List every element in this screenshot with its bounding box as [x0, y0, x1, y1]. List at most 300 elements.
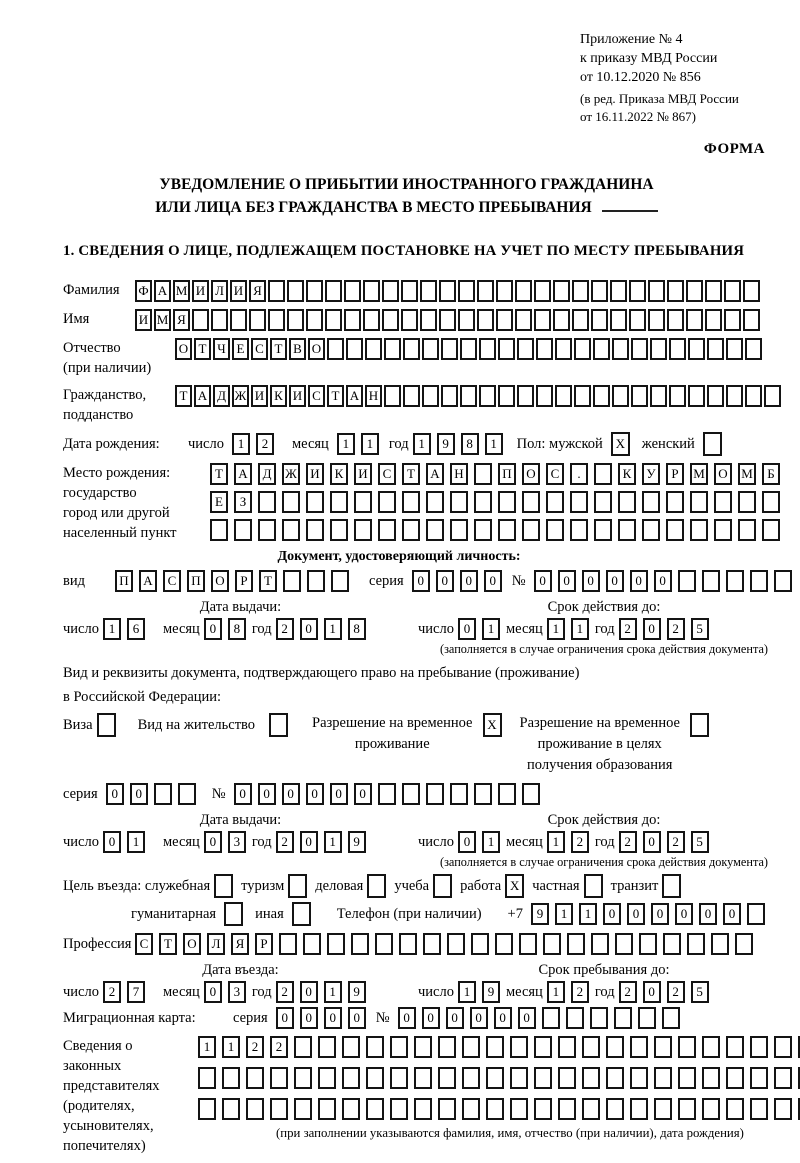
char-box-filled[interactable]: 0 — [558, 570, 576, 592]
char-box-filled[interactable]: Р — [235, 570, 253, 592]
char-box-filled[interactable]: К — [330, 463, 348, 485]
char-box-empty[interactable] — [774, 1098, 792, 1120]
char-box-empty[interactable] — [423, 933, 441, 955]
char-box-filled[interactable]: Т — [175, 385, 192, 407]
char-box-empty[interactable] — [384, 385, 401, 407]
char-box-empty[interactable] — [702, 1098, 720, 1120]
char-box-empty[interactable] — [378, 491, 396, 513]
char-box-filled[interactable]: О — [175, 338, 192, 360]
citizenship-input[interactable] — [175, 385, 783, 407]
surname-input[interactable] — [135, 280, 762, 302]
char-box-empty[interactable] — [401, 280, 418, 302]
char-box-empty[interactable] — [462, 1036, 480, 1058]
char-box-empty[interactable] — [438, 1036, 456, 1058]
char-box-empty[interactable] — [366, 1036, 384, 1058]
char-box-empty[interactable] — [342, 1067, 360, 1089]
char-box-empty[interactable] — [382, 280, 399, 302]
char-box-filled[interactable]: И — [192, 280, 209, 302]
char-box-filled[interactable]: С — [378, 463, 396, 485]
char-box-filled[interactable]: А — [426, 463, 444, 485]
char-box-empty[interactable] — [330, 519, 348, 541]
char-box-filled[interactable]: Н — [450, 463, 468, 485]
char-box-filled[interactable]: 0 — [643, 831, 661, 853]
char-box-empty[interactable] — [306, 309, 323, 331]
char-box-filled[interactable]: Л — [207, 933, 225, 955]
char-box-filled[interactable]: О — [211, 570, 229, 592]
char-box-empty[interactable] — [774, 570, 792, 592]
char-box-empty[interactable] — [258, 519, 276, 541]
char-box-empty[interactable] — [97, 713, 116, 737]
char-box-filled[interactable]: 0 — [606, 570, 624, 592]
identity-issue-year[interactable] — [276, 618, 372, 640]
char-box-empty[interactable] — [638, 1007, 656, 1029]
char-box-filled[interactable]: Я — [173, 309, 190, 331]
char-box-empty[interactable] — [774, 1036, 792, 1058]
char-box-filled[interactable]: 0 — [324, 1007, 342, 1029]
char-box-filled[interactable]: 1 — [324, 831, 342, 853]
char-box-filled[interactable]: 0 — [106, 783, 124, 805]
char-box-empty[interactable] — [688, 385, 705, 407]
char-box-empty[interactable] — [486, 1036, 504, 1058]
char-box-empty[interactable] — [401, 309, 418, 331]
char-box-empty[interactable] — [553, 309, 570, 331]
char-box-empty[interactable] — [534, 1067, 552, 1089]
char-box-filled[interactable]: 1 — [547, 831, 565, 853]
char-box-empty[interactable] — [726, 338, 743, 360]
char-box-empty[interactable] — [460, 338, 477, 360]
char-box-empty[interactable] — [306, 519, 324, 541]
char-box-filled[interactable]: К — [618, 463, 636, 485]
char-box-empty[interactable] — [574, 338, 591, 360]
char-box-empty[interactable] — [650, 338, 667, 360]
char-box-empty[interactable] — [582, 1036, 600, 1058]
char-box-empty[interactable] — [342, 1036, 360, 1058]
phone-input[interactable] — [531, 903, 771, 925]
char-box-filled[interactable]: 1 — [485, 433, 503, 455]
char-box-empty[interactable] — [686, 280, 703, 302]
char-box-filled[interactable]: 2 — [276, 831, 294, 853]
representatives-row3[interactable] — [198, 1098, 800, 1120]
char-box-filled[interactable]: 0 — [354, 783, 372, 805]
char-box-empty[interactable] — [294, 1036, 312, 1058]
char-box-filled[interactable]: П — [115, 570, 133, 592]
char-box-filled[interactable]: 0 — [258, 783, 276, 805]
char-box-empty[interactable] — [399, 933, 417, 955]
char-box-filled[interactable]: С — [135, 933, 153, 955]
char-box-empty[interactable] — [726, 570, 744, 592]
char-box-empty[interactable] — [724, 309, 741, 331]
char-box-empty[interactable] — [214, 874, 233, 898]
char-box-filled[interactable]: Л — [211, 280, 228, 302]
char-box-empty[interactable] — [258, 491, 276, 513]
char-box-filled[interactable]: 3 — [228, 981, 246, 1003]
char-box-empty[interactable] — [422, 385, 439, 407]
char-box-empty[interactable] — [750, 1036, 768, 1058]
representatives-row1[interactable] — [198, 1036, 800, 1058]
char-box-filled[interactable]: 0 — [234, 783, 252, 805]
char-box-empty[interactable] — [707, 338, 724, 360]
char-box-filled[interactable]: З — [234, 491, 252, 513]
char-box-filled[interactable]: 0 — [643, 618, 661, 640]
char-box-filled[interactable]: 1 — [232, 433, 250, 455]
char-box-empty[interactable] — [422, 338, 439, 360]
char-box-empty[interactable] — [724, 280, 741, 302]
char-box-empty[interactable] — [762, 491, 780, 513]
char-box-filled[interactable]: 0 — [630, 570, 648, 592]
char-box-filled[interactable]: В — [289, 338, 306, 360]
char-box-filled[interactable]: 0 — [651, 903, 669, 925]
identity-valid-day[interactable] — [458, 618, 506, 640]
char-box-empty[interactable] — [743, 280, 760, 302]
char-box-empty[interactable] — [363, 280, 380, 302]
char-box-empty[interactable] — [246, 1067, 264, 1089]
char-box-empty[interactable] — [367, 874, 386, 898]
char-box-empty[interactable] — [307, 570, 325, 592]
char-box-empty[interactable] — [631, 385, 648, 407]
char-box-empty[interactable] — [690, 519, 708, 541]
char-box-filled[interactable]: 1 — [337, 433, 355, 455]
char-box-empty[interactable] — [630, 1098, 648, 1120]
char-box-empty[interactable] — [342, 1098, 360, 1120]
char-box-empty[interactable] — [390, 1067, 408, 1089]
char-box-filled[interactable]: 0 — [627, 903, 645, 925]
char-box-empty[interactable] — [283, 570, 301, 592]
char-box-empty[interactable] — [269, 713, 288, 737]
purpose-humanitarian-checkbox[interactable] — [224, 902, 243, 926]
char-box-empty[interactable] — [648, 309, 665, 331]
char-box-filled[interactable]: 2 — [619, 831, 637, 853]
char-box-empty[interactable] — [426, 491, 444, 513]
char-box-filled[interactable]: Д — [213, 385, 230, 407]
char-box-empty[interactable] — [654, 1036, 672, 1058]
char-box-filled[interactable]: У — [642, 463, 660, 485]
char-box-empty[interactable] — [642, 519, 660, 541]
char-box-empty[interactable] — [351, 933, 369, 955]
purpose-private-checkbox[interactable] — [584, 874, 603, 898]
char-box-empty[interactable] — [198, 1067, 216, 1089]
char-box-empty[interactable] — [534, 1036, 552, 1058]
char-box-filled[interactable]: 2 — [667, 981, 685, 1003]
char-box-empty[interactable] — [458, 309, 475, 331]
char-box-filled[interactable]: 2 — [256, 433, 274, 455]
purpose-official-checkbox[interactable] — [214, 874, 233, 898]
char-box-filled[interactable]: С — [163, 570, 181, 592]
char-box-empty[interactable] — [287, 309, 304, 331]
char-box-filled[interactable]: 8 — [228, 618, 246, 640]
char-box-empty[interactable] — [515, 280, 532, 302]
char-box-filled[interactable]: О — [183, 933, 201, 955]
char-box-empty[interactable] — [572, 280, 589, 302]
char-box-filled[interactable]: 0 — [204, 981, 222, 1003]
char-box-empty[interactable] — [477, 309, 494, 331]
char-box-empty[interactable] — [330, 491, 348, 513]
char-box-filled[interactable]: М — [738, 463, 756, 485]
char-box-empty[interactable] — [414, 1098, 432, 1120]
char-box-empty[interactable] — [618, 519, 636, 541]
char-box-empty[interactable] — [703, 432, 722, 456]
char-box-filled[interactable]: 2 — [103, 981, 121, 1003]
char-box-empty[interactable] — [726, 1036, 744, 1058]
char-box-filled[interactable]: 0 — [282, 783, 300, 805]
char-box-filled[interactable]: 2 — [276, 981, 294, 1003]
char-box-empty[interactable] — [303, 933, 321, 955]
char-box-filled[interactable]: Ф — [135, 280, 152, 302]
char-box-filled[interactable]: Ж — [282, 463, 300, 485]
char-box-empty[interactable] — [553, 280, 570, 302]
profession-input[interactable] — [135, 933, 759, 955]
char-box-filled[interactable]: 1 — [198, 1036, 216, 1058]
char-box-empty[interactable] — [384, 338, 401, 360]
char-box-empty[interactable] — [705, 280, 722, 302]
purpose-transit-checkbox[interactable] — [662, 874, 681, 898]
char-box-empty[interactable] — [211, 309, 228, 331]
char-box-filled[interactable]: 2 — [571, 981, 589, 1003]
char-box-empty[interactable] — [558, 1036, 576, 1058]
char-box-filled[interactable]: 0 — [398, 1007, 416, 1029]
char-box-empty[interactable] — [496, 280, 513, 302]
char-box-empty[interactable] — [282, 491, 300, 513]
char-box-filled[interactable]: М — [173, 280, 190, 302]
char-box-empty[interactable] — [570, 491, 588, 513]
char-box-filled[interactable]: И — [251, 385, 268, 407]
char-box-empty[interactable] — [292, 902, 311, 926]
char-box-empty[interactable] — [439, 309, 456, 331]
char-box-empty[interactable] — [306, 280, 323, 302]
char-box-empty[interactable] — [572, 309, 589, 331]
char-box-filled[interactable]: 0 — [306, 783, 324, 805]
char-box-empty[interactable] — [462, 1098, 480, 1120]
char-box-empty[interactable] — [234, 519, 252, 541]
char-box-empty[interactable] — [498, 385, 515, 407]
char-box-empty[interactable] — [210, 519, 228, 541]
char-box-empty[interactable] — [750, 1098, 768, 1120]
char-box-filled[interactable]: 9 — [437, 433, 455, 455]
char-box-filled[interactable]: 1 — [482, 618, 500, 640]
char-box-empty[interactable] — [515, 309, 532, 331]
char-box-filled[interactable]: М — [690, 463, 708, 485]
char-box-filled[interactable]: О — [308, 338, 325, 360]
char-box-filled[interactable]: 1 — [127, 831, 145, 853]
char-box-empty[interactable] — [743, 309, 760, 331]
char-box-empty[interactable] — [745, 338, 762, 360]
char-box-empty[interactable] — [678, 570, 696, 592]
char-box-empty[interactable] — [667, 309, 684, 331]
gender-male-checkbox[interactable] — [611, 432, 630, 456]
char-box-empty[interactable] — [318, 1036, 336, 1058]
residence-issue-year[interactable] — [276, 831, 372, 853]
char-box-filled[interactable]: 0 — [460, 570, 478, 592]
char-box-empty[interactable] — [591, 280, 608, 302]
char-box-filled[interactable]: Н — [365, 385, 382, 407]
char-box-empty[interactable] — [726, 1067, 744, 1089]
char-box-filled[interactable]: 8 — [348, 618, 366, 640]
char-box-empty[interactable] — [154, 783, 172, 805]
char-box-empty[interactable] — [543, 933, 561, 955]
char-box-filled[interactable]: А — [234, 463, 252, 485]
char-box-filled[interactable]: 2 — [276, 618, 294, 640]
purpose-study-checkbox[interactable] — [433, 874, 452, 898]
migration-number-input[interactable] — [398, 1007, 686, 1029]
char-box-empty[interactable] — [750, 1067, 768, 1089]
char-box-empty[interactable] — [402, 519, 420, 541]
char-box-empty[interactable] — [268, 280, 285, 302]
char-box-empty[interactable] — [591, 933, 609, 955]
char-box-filled[interactable]: 1 — [547, 981, 565, 1003]
char-box-filled[interactable]: С — [308, 385, 325, 407]
char-box-filled[interactable]: С — [251, 338, 268, 360]
char-box-filled[interactable]: 0 — [300, 1007, 318, 1029]
char-box-filled[interactable]: Д — [258, 463, 276, 485]
char-box-empty[interactable] — [566, 1007, 584, 1029]
char-box-empty[interactable] — [630, 1067, 648, 1089]
char-box-empty[interactable] — [546, 519, 564, 541]
identity-valid-month[interactable] — [547, 618, 595, 640]
char-box-empty[interactable] — [606, 1036, 624, 1058]
char-box-empty[interactable] — [610, 309, 627, 331]
char-box-empty[interactable] — [615, 933, 633, 955]
char-box-empty[interactable] — [222, 1067, 240, 1089]
char-box-filled[interactable]: 1 — [571, 618, 589, 640]
char-box-empty[interactable] — [510, 1067, 528, 1089]
char-box-empty[interactable] — [662, 874, 681, 898]
char-box-empty[interactable] — [534, 309, 551, 331]
identity-number-input[interactable] — [534, 570, 798, 592]
char-box-filled[interactable]: 0 — [348, 1007, 366, 1029]
char-box-empty[interactable] — [354, 491, 372, 513]
char-box-filled[interactable]: 2 — [619, 981, 637, 1003]
char-box-empty[interactable] — [510, 1036, 528, 1058]
char-box-empty[interactable] — [403, 338, 420, 360]
char-box-empty[interactable] — [654, 1098, 672, 1120]
char-box-filled[interactable]: 0 — [675, 903, 693, 925]
identity-issue-month[interactable] — [204, 618, 252, 640]
char-box-filled[interactable]: 1 — [361, 433, 379, 455]
char-box-filled[interactable]: 7 — [127, 981, 145, 1003]
char-box-filled[interactable]: И — [230, 280, 247, 302]
char-box-empty[interactable] — [365, 338, 382, 360]
char-box-empty[interactable] — [687, 933, 705, 955]
char-box-empty[interactable] — [462, 1067, 480, 1089]
char-box-filled[interactable]: 1 — [579, 903, 597, 925]
char-box-filled[interactable]: 0 — [643, 981, 661, 1003]
char-box-empty[interactable] — [294, 1067, 312, 1089]
char-box-filled[interactable]: 0 — [412, 570, 430, 592]
char-box-filled[interactable]: Т — [327, 385, 344, 407]
char-box-empty[interactable] — [498, 519, 516, 541]
char-box-filled[interactable]: Р — [255, 933, 273, 955]
char-box-empty[interactable] — [378, 519, 396, 541]
char-box-empty[interactable] — [498, 338, 515, 360]
char-box-empty[interactable] — [662, 1007, 680, 1029]
char-box-empty[interactable] — [738, 519, 756, 541]
char-box-empty[interactable] — [690, 713, 709, 737]
char-box-empty[interactable] — [726, 385, 743, 407]
char-box-empty[interactable] — [318, 1067, 336, 1089]
char-box-empty[interactable] — [705, 309, 722, 331]
stay-day-input[interactable] — [458, 981, 506, 1003]
char-box-empty[interactable] — [474, 783, 492, 805]
char-box-filled[interactable]: 0 — [654, 570, 672, 592]
char-box-empty[interactable] — [606, 1067, 624, 1089]
char-box-filled[interactable]: О — [714, 463, 732, 485]
char-box-empty[interactable] — [198, 1098, 216, 1120]
char-box-empty[interactable] — [711, 933, 729, 955]
char-box-filled[interactable]: С — [546, 463, 564, 485]
char-box-empty[interactable] — [648, 280, 665, 302]
char-box-filled[interactable]: 0 — [103, 831, 121, 853]
char-box-empty[interactable] — [279, 933, 297, 955]
char-box-empty[interactable] — [738, 491, 756, 513]
char-box-empty[interactable] — [474, 491, 492, 513]
char-box-filled[interactable]: 0 — [470, 1007, 488, 1029]
char-box-filled[interactable]: Е — [210, 491, 228, 513]
entry-month-input[interactable] — [204, 981, 252, 1003]
char-box-empty[interactable] — [438, 1067, 456, 1089]
char-box-empty[interactable] — [390, 1036, 408, 1058]
char-box-empty[interactable] — [426, 783, 444, 805]
residence-series-input[interactable] — [106, 783, 202, 805]
char-box-filled[interactable]: 8 — [461, 433, 479, 455]
char-box-filled[interactable]: И — [135, 309, 152, 331]
char-box-filled[interactable]: 0 — [458, 618, 476, 640]
char-box-empty[interactable] — [414, 1036, 432, 1058]
char-box-filled[interactable]: Ж — [232, 385, 249, 407]
char-box-empty[interactable] — [325, 309, 342, 331]
char-box-empty[interactable] — [593, 338, 610, 360]
char-box-filled[interactable]: 0 — [446, 1007, 464, 1029]
char-box-empty[interactable] — [270, 1067, 288, 1089]
char-box-empty[interactable] — [612, 338, 629, 360]
char-box-filled[interactable]: 0 — [276, 1007, 294, 1029]
char-box-empty[interactable] — [735, 933, 753, 955]
char-box-filled[interactable]: А — [346, 385, 363, 407]
char-box-empty[interactable] — [678, 1036, 696, 1058]
char-box-empty[interactable] — [629, 280, 646, 302]
char-box-empty[interactable] — [663, 933, 681, 955]
purpose-work-checkbox[interactable] — [505, 874, 524, 898]
char-box-empty[interactable] — [614, 1007, 632, 1029]
char-box-filled[interactable]: 5 — [691, 981, 709, 1003]
char-box-empty[interactable] — [441, 385, 458, 407]
char-box-filled[interactable]: Т — [194, 338, 211, 360]
char-box-filled[interactable]: 5 — [691, 831, 709, 853]
char-box-filled[interactable]: 0 — [494, 1007, 512, 1029]
char-box-empty[interactable] — [327, 933, 345, 955]
identity-issue-day[interactable] — [103, 618, 151, 640]
char-box-empty[interactable] — [327, 338, 344, 360]
char-box-empty[interactable] — [420, 280, 437, 302]
char-box-empty[interactable] — [669, 338, 686, 360]
purpose-business-checkbox[interactable] — [367, 874, 386, 898]
char-box-filled[interactable]: 1 — [222, 1036, 240, 1058]
char-box-empty[interactable] — [378, 783, 396, 805]
char-box-empty[interactable] — [325, 280, 342, 302]
char-box-empty[interactable] — [666, 519, 684, 541]
char-box-empty[interactable] — [584, 874, 603, 898]
char-box-empty[interactable] — [594, 491, 612, 513]
identity-valid-year[interactable] — [619, 618, 715, 640]
char-box-filled[interactable]: 1 — [458, 981, 476, 1003]
birth-place-row2[interactable] — [210, 491, 786, 513]
residence-issue-day[interactable] — [103, 831, 151, 853]
stay-year-input[interactable] — [619, 981, 715, 1003]
char-box-empty[interactable] — [441, 338, 458, 360]
char-box-empty[interactable] — [534, 280, 551, 302]
char-box-empty[interactable] — [612, 385, 629, 407]
char-box-filled[interactable]: 2 — [619, 618, 637, 640]
char-box-filled[interactable]: 0 — [204, 618, 222, 640]
char-box-filled[interactable]: 0 — [300, 618, 318, 640]
